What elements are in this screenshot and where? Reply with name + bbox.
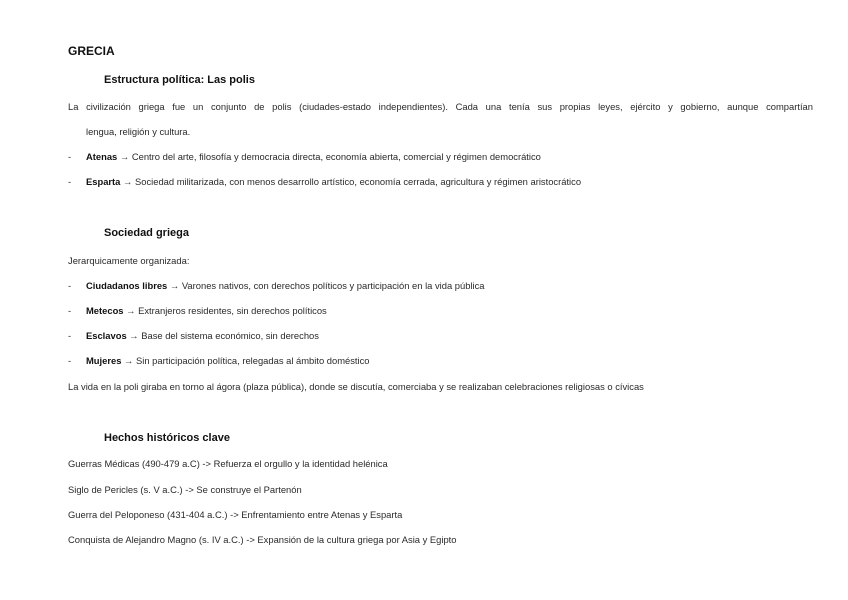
arrow-icon: → bbox=[126, 305, 136, 316]
politica-intro-line1: La civilización griega fue un conjunto de polis (ciudades-estado independientes). Cada una tenía sus propias leyes, ejército y gobierno, aunque compartían bbox=[68, 101, 813, 112]
bullet-text bbox=[86, 330, 319, 341]
bullet-marker: - bbox=[68, 280, 72, 291]
section-heading-politica: Estructura política: Las polis bbox=[104, 74, 255, 86]
sociedad-intro: Jerarquicamente organizada: bbox=[68, 255, 190, 266]
list-item: Siglo de Pericles (s. V a.C.) -> Se construye el Partenón bbox=[68, 484, 302, 495]
bullet-marker: - bbox=[68, 151, 72, 162]
bullet-term: Atenas bbox=[86, 151, 118, 162]
bullet-term: Metecos bbox=[86, 305, 124, 316]
bullet-text bbox=[86, 151, 541, 162]
bullet-marker: - bbox=[68, 355, 72, 366]
arrow-icon: → bbox=[129, 330, 139, 341]
politica-intro-line2: lengua, religión y cultura. bbox=[86, 126, 191, 137]
bullet-marker: - bbox=[68, 305, 72, 316]
list-item: Conquista de Alejandro Magno (s. IV a.C.) -> Expansión de la cultura griega por Asia y Egipto bbox=[68, 534, 457, 545]
bullet-text bbox=[86, 280, 484, 291]
bullet-term: Ciudadanos libres bbox=[86, 280, 168, 291]
arrow-icon: → bbox=[169, 280, 180, 291]
list-item: Guerra del Peloponeso (431-404 a.C.) -> Enfrentamiento entre Atenas y Esparta bbox=[68, 509, 403, 520]
document-title: GRECIA bbox=[68, 44, 115, 58]
bullet-term: Esparta bbox=[86, 176, 121, 187]
bullet-description: Base del sistema económico, sin derechos bbox=[141, 330, 319, 341]
section-heading-hechos: Hechos históricos clave bbox=[104, 432, 230, 444]
section-heading-sociedad: Sociedad griega bbox=[104, 227, 189, 239]
list-item: Guerras Médicas (490-479 a.C) -> Refuerza el orgullo y la identidad helénica bbox=[68, 458, 388, 469]
bullet-text bbox=[86, 355, 370, 366]
bullet-marker: - bbox=[68, 330, 72, 341]
arrow-icon: → bbox=[123, 176, 133, 187]
bullet-description: Sociedad militarizada, con menos desarrollo artístico, economía cerrada, agricultura y régimen aristocrático bbox=[135, 176, 582, 187]
sociedad-closing: La vida en la poli giraba en torno al ágora (plaza pública), donde se discutía, comerciaba y se realizaban celebraciones religiosas o cívicas bbox=[68, 381, 644, 392]
arrow-icon: → bbox=[119, 151, 130, 162]
bullet-term: Mujeres bbox=[86, 355, 122, 366]
bullet-text bbox=[86, 176, 581, 187]
bullet-description: Centro del arte, filosofía y democracia directa, economía abierta, comercial y régimen democrático bbox=[131, 151, 541, 162]
bullet-text bbox=[86, 305, 327, 316]
bullet-marker: - bbox=[68, 176, 72, 187]
bullet-description: Varones nativos, con derechos políticos y participación en la vida pública bbox=[181, 280, 485, 291]
bullet-description: Extranjeros residentes, sin derechos políticos bbox=[138, 305, 327, 316]
arrow-icon: → bbox=[124, 355, 134, 366]
bullet-term: Esclavos bbox=[86, 330, 127, 341]
bullet-description: Sin participación política, relegadas al ámbito doméstico bbox=[136, 355, 370, 366]
